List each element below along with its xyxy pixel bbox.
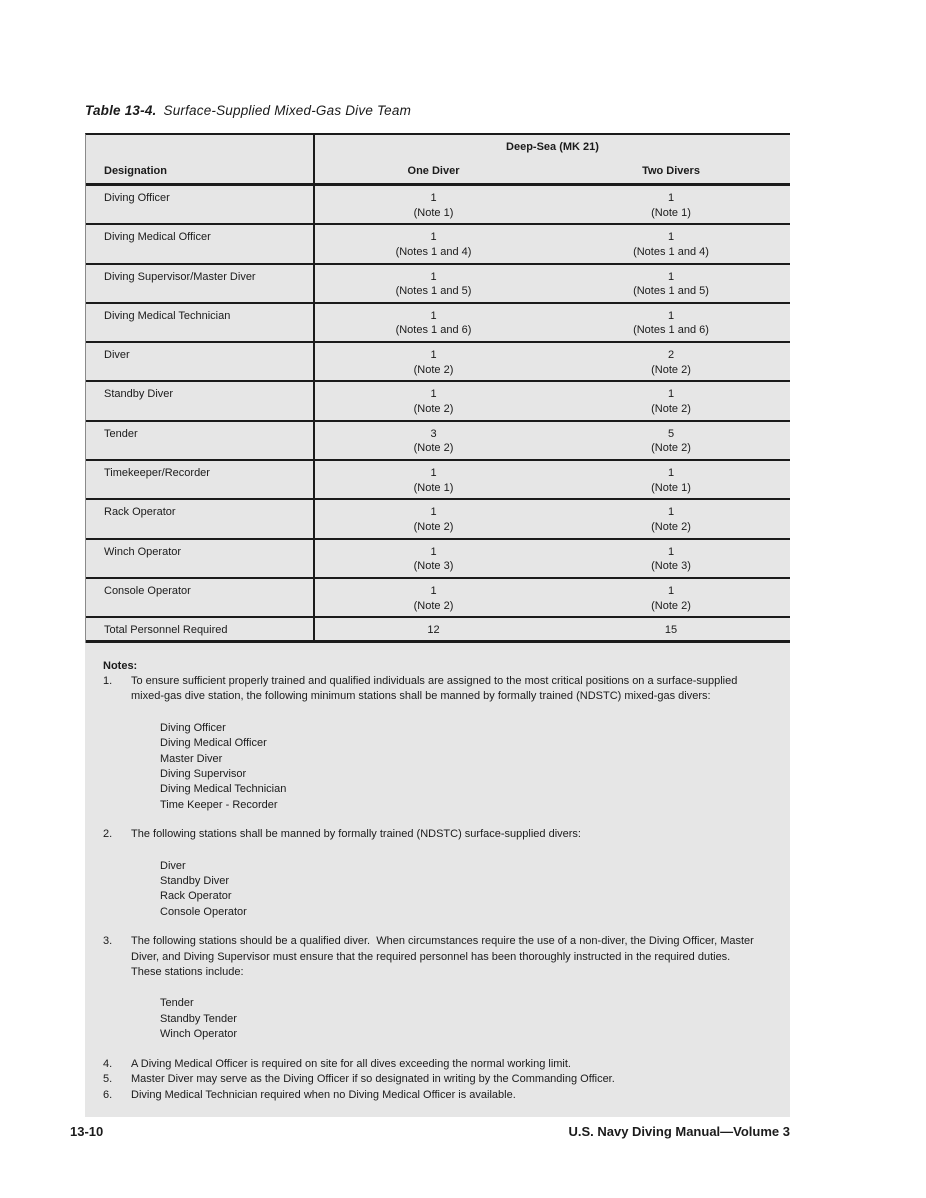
cell-value: 1 [430,231,437,244]
row-label: Console Operator [104,584,191,597]
table-row [86,343,790,382]
total-row-label: Total Personnel Required [104,624,228,637]
sublist-item: Winch Operator [160,1028,238,1041]
cell-note: (Note 2) [651,442,691,455]
table-row [86,579,790,618]
cell-value: 1 [667,231,675,244]
row-label: Tender [104,427,138,440]
note-text: The following stations shall be manned by formally trained (NDSTC) surface-supplied divers: [131,828,581,841]
table-row [86,540,790,579]
sublist-item: Standby Tender [160,1012,237,1025]
group-header-spacer [86,135,313,159]
cell-value: 1 [667,270,675,283]
table-total-row [86,618,790,642]
cell-value: 1 [667,192,675,204]
two-divers-cell [552,422,790,459]
sublist-item: Diving Medical Officer [160,737,267,750]
cell-value: 1 [430,545,437,558]
sublist-item: Diving Supervisor [160,768,247,780]
cell-note: (Notes 1 and 4) [395,245,472,258]
sublist-item: Diving Officer [160,721,226,734]
cell-note: (Notes 1 and 6) [633,324,709,337]
cell-note: (Note 3) [413,560,454,573]
sublist-item: Time Keeper - Recorder [160,798,278,811]
sublist-item: Diving Medical Technician [160,783,287,796]
cell-note: (Notes 1 and 6) [395,324,472,337]
one-diver-cell [313,225,552,262]
note-text: A Diving Medical Officer is required on site for all dives exceeding the normal working limit. [131,1057,571,1070]
table-row [86,225,790,264]
one-diver-cell [313,422,552,459]
cell-note: (Note 2) [413,599,454,612]
cell-value: 5 [667,427,675,440]
cell-value: 2 [667,349,675,362]
table-row [86,461,790,500]
note-number: 4. [103,1057,113,1070]
note-sublist [160,721,764,813]
group-header-row [86,135,790,159]
two-divers-cell [552,343,790,380]
note-number: 3. [103,935,113,948]
cell-note: (Notes 1 and 4) [633,245,709,258]
cell-value: 1 [430,467,437,480]
row-label: Diving Medical Technician [104,309,231,322]
column-header-two-divers: Two Divers [642,165,700,177]
column-header-one-diver: One Diver [313,159,552,183]
cell-value: 1 [667,467,675,480]
table-caption-number: Table 13-4. [85,103,157,118]
table-caption [85,103,411,118]
note-number: 6. [103,1088,113,1101]
cell-value: 1 [430,506,437,519]
cell-note: (Note 2) [651,403,691,416]
table-row [86,304,790,343]
cell-value: 1 [430,349,437,362]
note-number: 5. [103,1073,113,1086]
cell-value: 1 [667,584,675,597]
cell-value: 1 [667,506,675,519]
table-caption-text: Surface-Supplied Mixed-Gas Dive Team [163,103,412,118]
two-divers-cell [552,265,790,302]
sublist-item: Diver [160,859,186,872]
table-header [86,135,790,186]
document-title: U.S. Navy Diving Manual—Volume 3 [568,1124,790,1139]
row-label: Standby Diver [104,388,174,401]
one-diver-cell [313,265,552,302]
note-item-3 [103,934,764,1056]
column-header-row [86,159,790,183]
table-panel [85,133,790,1117]
two-divers-cell [552,225,790,262]
two-divers-cell [552,579,790,616]
cell-note: (Note 1) [651,206,691,219]
row-label: Winch Operator [104,545,182,558]
cell-note: (Note 3) [651,560,691,573]
two-divers-cell [552,304,790,341]
sublist-item: Standby Diver [160,875,230,888]
cell-value: 1 [430,192,437,204]
group-header-cell: Deep-Sea (MK 21) [313,135,790,159]
cell-note: (Note 2) [651,363,691,376]
table-row [86,186,790,225]
total-one-diver-cell: 12 [313,618,552,639]
two-divers-cell [552,382,790,419]
cell-note: (Note 2) [651,520,691,533]
note-text: Master Diver may serve as the Diving Officer if so designated in writing by the Commanding Officer. [131,1073,615,1086]
cell-note: (Notes 1 and 5) [395,285,472,298]
note-text: Diving Medical Technician required when no Diving Medical Officer is available. [131,1088,516,1101]
row-label: Diver [104,349,130,362]
one-diver-cell [313,304,552,341]
note-item-4 [103,1057,764,1072]
row-label: Timekeeper/Recorder [104,467,210,480]
table-row [86,500,790,539]
cell-value: 3 [430,427,437,440]
note-text: The following stations should be a qualified diver. When circumstances require the use of a non-diver, the Diving Officer, Master Diver, and Diving Supervisor must ensure that the required personnel has been thoroughly instructed in the required duties. These stations include: [131,935,757,979]
one-diver-cell [313,540,552,577]
note-sublist [160,859,764,921]
note-item-2 [103,827,764,934]
cell-value: 1 [430,309,437,322]
page-footer [70,1124,790,1139]
sublist-item: Console Operator [160,905,247,918]
table-row [86,265,790,304]
cell-value: 1 [430,584,437,597]
two-divers-cell [552,500,790,537]
one-diver-cell [313,500,552,537]
cell-value: 1 [430,388,437,401]
table-row [86,382,790,421]
dive-team-table [85,133,790,643]
cell-value: 1 [667,388,675,401]
cell-note: (Note 2) [651,599,691,612]
cell-value: 1 [430,270,437,283]
note-number: 2. [103,828,113,841]
two-divers-cell [552,540,790,577]
cell-value: 1 [667,309,675,322]
cell-value: 1 [667,545,675,558]
sublist-item: Master Diver [160,752,223,765]
one-diver-cell [313,186,552,223]
note-item-5 [103,1072,764,1087]
cell-note: (Note 2) [413,403,454,416]
cell-note: (Note 1) [651,481,691,494]
row-label: Diving Medical Officer [104,231,211,244]
notes-section [85,643,790,1103]
page-number: 13-10 [70,1124,104,1139]
one-diver-cell [313,343,552,380]
note-number: 1. [103,674,113,687]
one-diver-cell [313,579,552,616]
one-diver-cell [313,382,552,419]
cell-note: (Note 2) [413,363,454,376]
note-item-1 [103,674,764,827]
row-label: Diving Officer [104,192,170,204]
column-header-designation: Designation [104,165,167,177]
cell-note: (Notes 1 and 5) [633,285,709,298]
sublist-item: Tender [160,997,194,1010]
table-row [86,422,790,461]
notes-heading: Notes: [103,659,138,672]
row-label: Diving Supervisor/Master Diver [104,270,256,283]
note-item-6 [103,1088,764,1103]
two-divers-cell [552,186,790,223]
cell-note: (Note 2) [413,520,454,533]
cell-note: (Note 1) [413,481,454,494]
cell-note: (Note 1) [413,206,454,219]
note-sublist [160,996,764,1042]
sublist-item: Rack Operator [160,890,232,903]
one-diver-cell [313,461,552,498]
total-two-divers-cell: 15 [664,624,678,637]
note-text: To ensure sufficient properly trained and qualified individuals are assigned to the most critical positions on a surface-supplied mixed-gas dive station, the following minimum stations shall be manned by formally trained (NDSTC) mixed-gas divers: [131,674,741,703]
row-label: Rack Operator [104,506,176,519]
cell-note: (Note 2) [413,442,454,455]
two-divers-cell [552,461,790,498]
